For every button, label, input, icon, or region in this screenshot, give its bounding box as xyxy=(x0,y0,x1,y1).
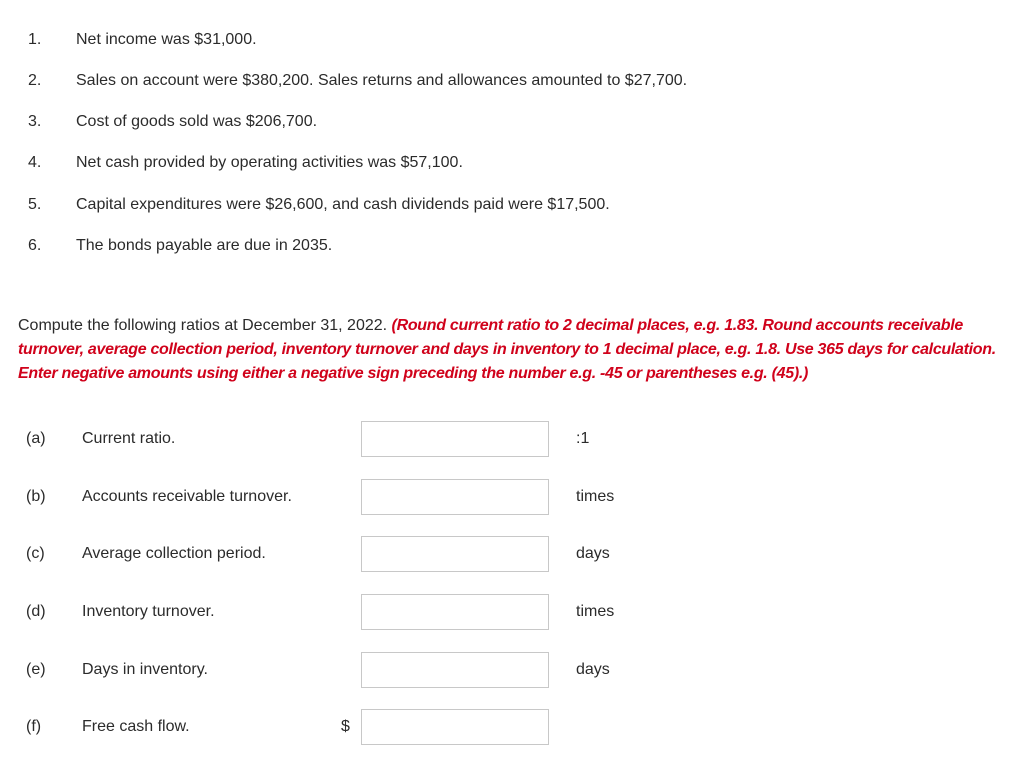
fact-text: Cost of goods sold was $206,700. xyxy=(76,113,318,130)
fact-number: 4. xyxy=(28,154,42,171)
question-label: Accounts receivable turnover. xyxy=(82,488,292,505)
accounts-receivable-turnover-input[interactable] xyxy=(361,479,549,515)
unit-label: times xyxy=(576,603,615,620)
instructions xyxy=(18,314,1008,386)
fact-number: 1. xyxy=(28,31,42,48)
question-label: Average collection period. xyxy=(82,545,266,562)
question-letter: (b) xyxy=(26,488,46,505)
fact-item xyxy=(0,234,1024,258)
dollar-sign: $ xyxy=(341,718,350,735)
question-row-b xyxy=(0,479,1024,515)
days-in-inventory-input[interactable] xyxy=(361,652,549,688)
question-letter: (a) xyxy=(26,430,46,447)
question-row-c xyxy=(0,536,1024,572)
fact-number: 2. xyxy=(28,72,42,89)
inventory-turnover-input[interactable] xyxy=(361,594,549,630)
fact-number: 6. xyxy=(28,237,42,254)
question-row-e xyxy=(0,652,1024,688)
fact-item xyxy=(0,193,1024,217)
fact-text: Net income was $31,000. xyxy=(76,31,257,48)
question-row-a xyxy=(0,421,1024,457)
question-label: Current ratio. xyxy=(82,430,176,447)
question-letter: (c) xyxy=(26,545,45,562)
unit-label: :1 xyxy=(576,430,590,447)
fact-number: 3. xyxy=(28,113,42,130)
question-label: Inventory turnover. xyxy=(82,603,215,620)
current-ratio-input[interactable] xyxy=(361,421,549,457)
question-label: Free cash flow. xyxy=(82,718,190,735)
fact-item xyxy=(0,69,1024,93)
question-row-f xyxy=(0,709,1024,745)
fact-text: The bonds payable are due in 2035. xyxy=(76,237,333,254)
fact-number: 5. xyxy=(28,196,42,213)
instructions-rounding-note: (Round current ratio to 2 decimal places, e.g. 1.83. Round accounts receivable turnover, average collection period, inventory turnover and days in inventory to 1 decimal place, e.g. 1.8. Use 365 days for calculation. Enter negative amounts using either a negative sign preceding the number e.g. -45 or parentheses e.g. (45).) xyxy=(18,317,996,382)
fact-text: Capital expenditures were $26,600, and cash dividends paid were $17,500. xyxy=(76,196,610,213)
question-letter: (d) xyxy=(26,603,46,620)
fact-item xyxy=(0,151,1024,175)
average-collection-period-input[interactable] xyxy=(361,536,549,572)
question-letter: (f) xyxy=(26,718,42,735)
question-letter: (e) xyxy=(26,661,46,678)
question-label: Days in inventory. xyxy=(82,661,208,678)
free-cash-flow-input[interactable] xyxy=(361,709,549,745)
fact-text: Net cash provided by operating activities was $57,100. xyxy=(76,154,463,171)
unit-label: times xyxy=(576,488,615,505)
unit-label: days xyxy=(576,661,610,678)
unit-label: days xyxy=(576,545,610,562)
fact-item xyxy=(0,110,1024,134)
fact-item xyxy=(0,28,1024,52)
instructions-text: Compute the following ratios at December 31, 2022. xyxy=(18,317,392,334)
fact-text: Sales on account were $380,200. Sales returns and allowances amounted to $27,700. xyxy=(76,72,688,89)
question-row-d xyxy=(0,594,1024,630)
